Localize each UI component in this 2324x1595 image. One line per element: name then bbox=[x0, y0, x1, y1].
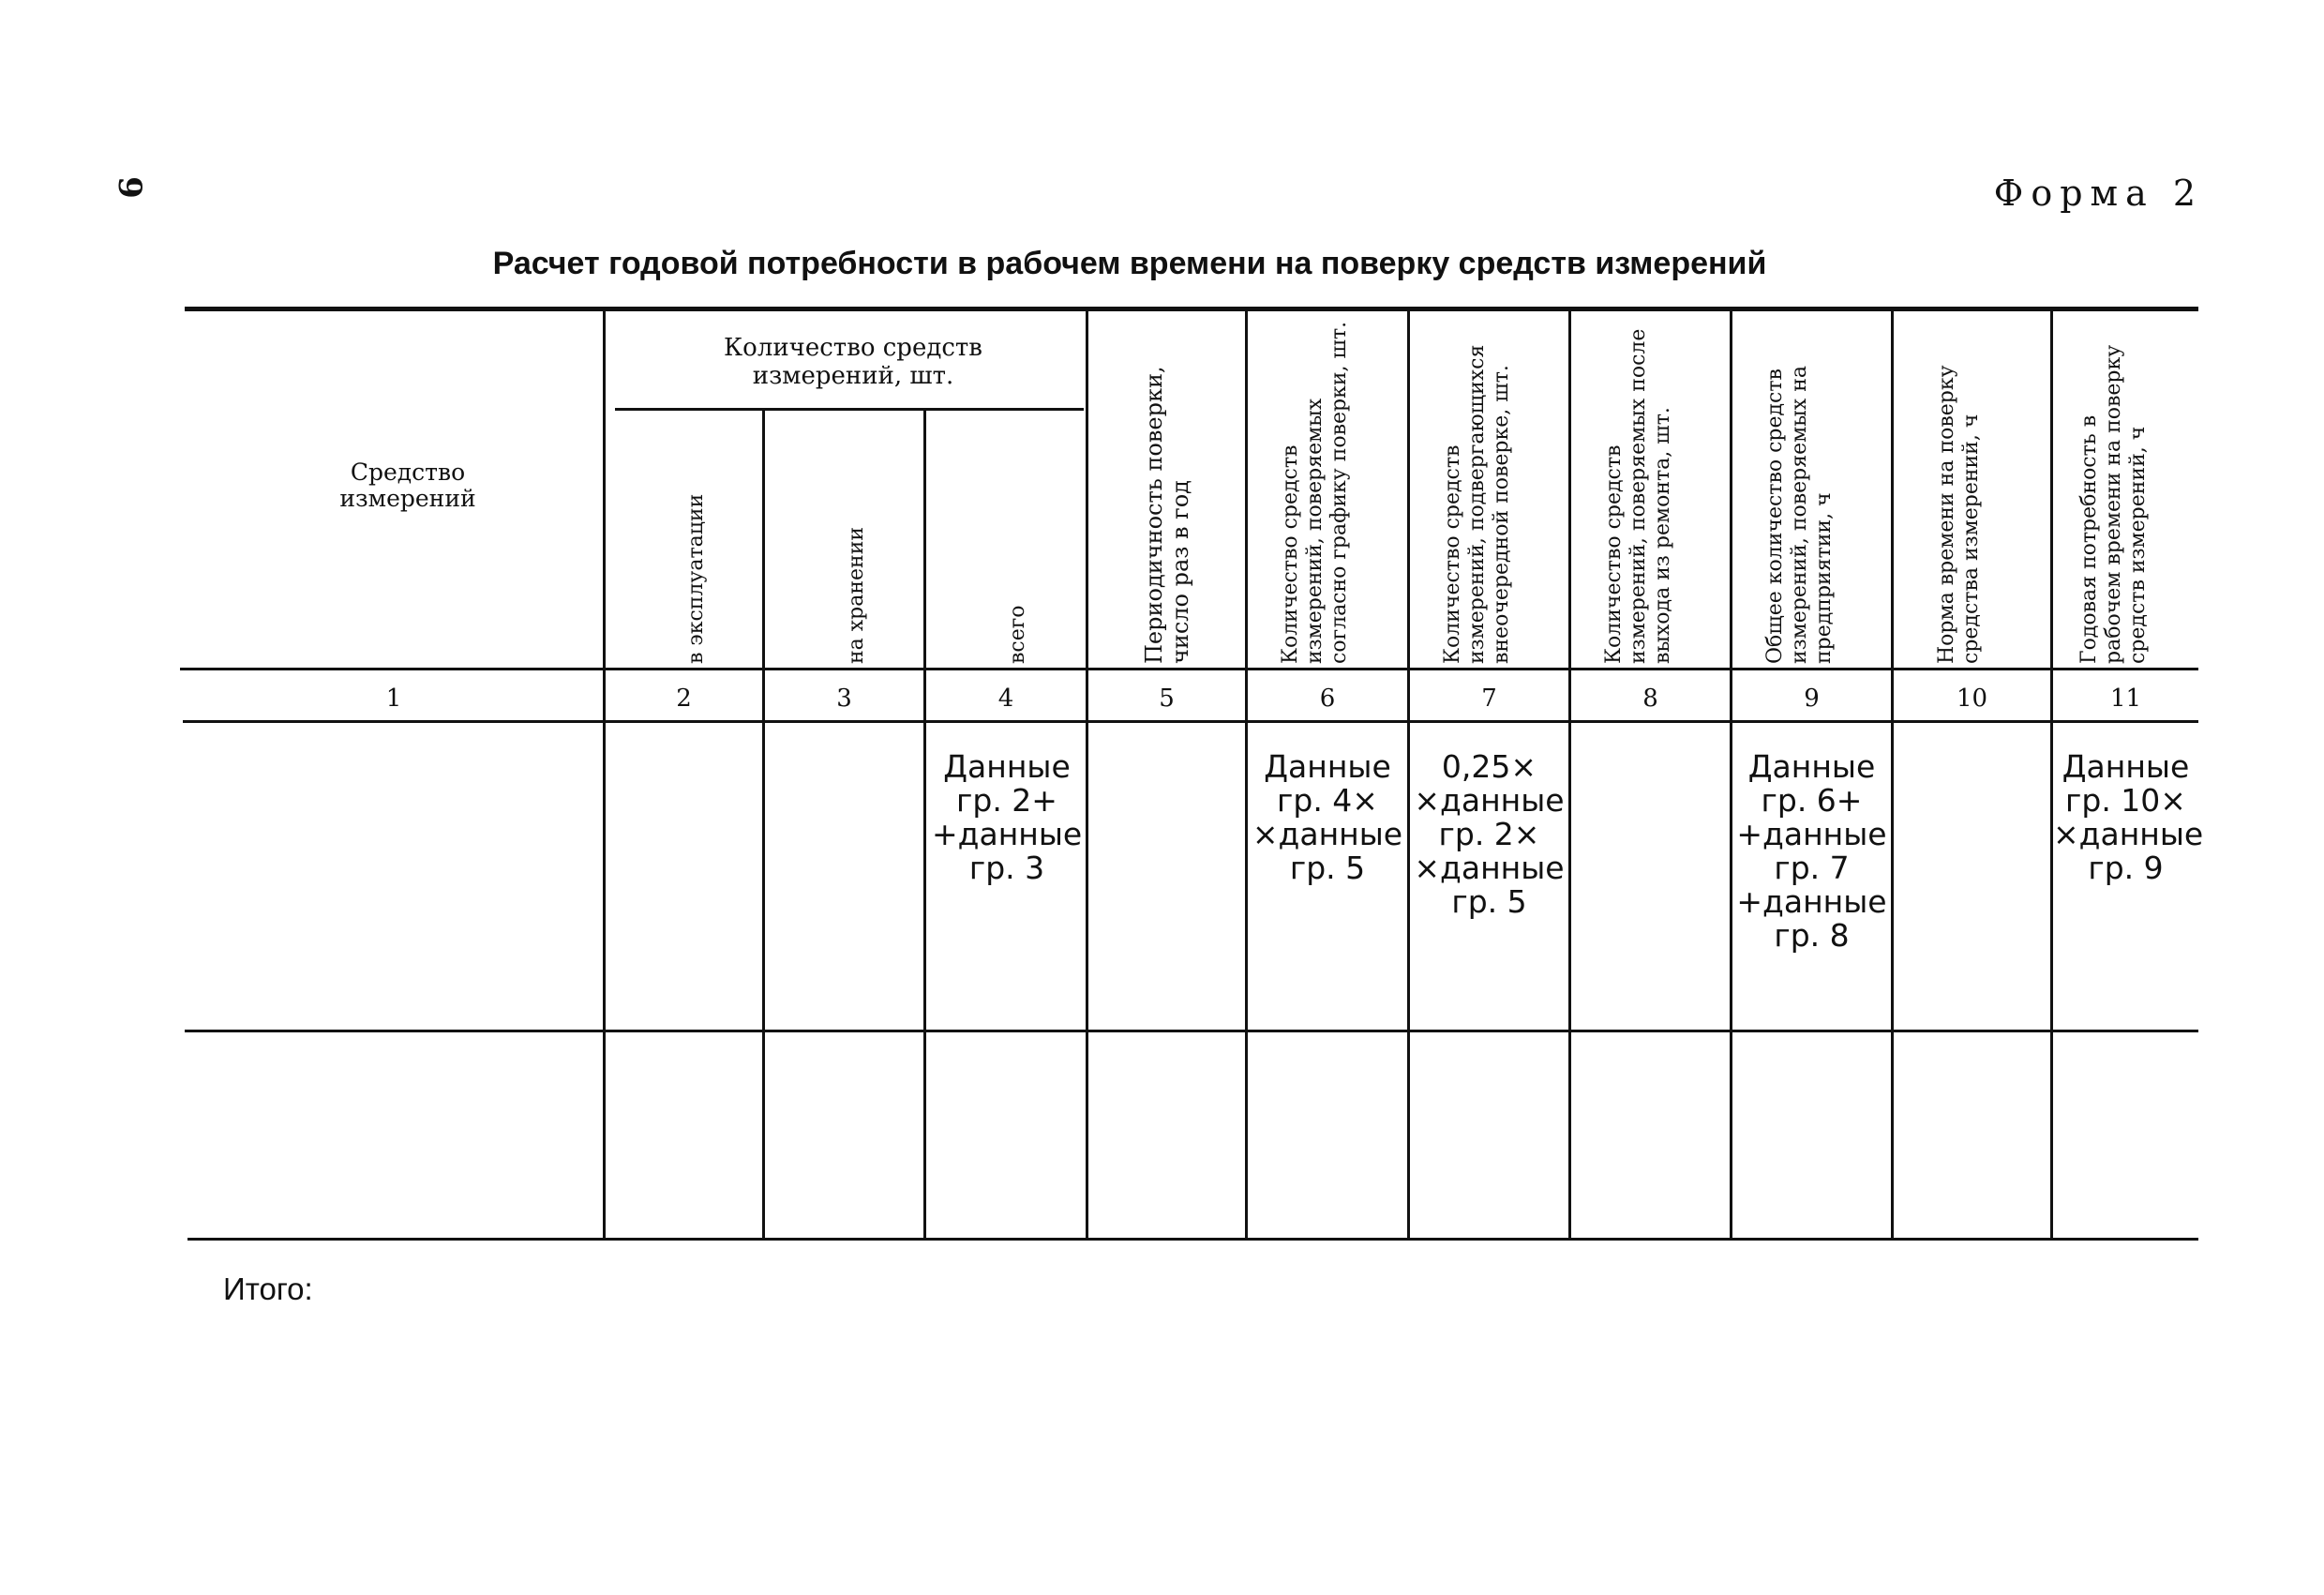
header-in-storage-cell bbox=[765, 413, 923, 664]
header-col11-cell bbox=[2053, 313, 2198, 664]
header-quantity-group: Количество средств измерений, шт. bbox=[724, 334, 982, 390]
header-col8: Количество средств измерений, поверяемых после выхода из ремонта, шт. bbox=[1601, 328, 1674, 664]
formula-col4: Данные гр. 2+ +данные гр. 3 bbox=[932, 748, 1083, 886]
header-col9-cell bbox=[1732, 313, 1891, 664]
total-label: Итого: bbox=[223, 1271, 313, 1306]
table-top-rule bbox=[185, 307, 2198, 311]
column-number: 2 bbox=[676, 685, 692, 713]
column-number: 5 bbox=[1159, 685, 1175, 713]
formula-col9: Данные гр. 6+ +данные гр. 7 +данные гр. 8 bbox=[1736, 748, 1887, 954]
column-number: 6 bbox=[1319, 685, 1336, 713]
header-col5-cell bbox=[1088, 313, 1245, 664]
header-col6: Количество средств измерений, поверяемых согласно графику поверки, шт. bbox=[1279, 321, 1351, 664]
formula-col11: Данные гр. 10× ×данные гр. 9 bbox=[2053, 748, 2204, 886]
header-col11: Годовая потребность в рабочем времени на поверку средств измерений, ч bbox=[2077, 344, 2150, 664]
column-number: 4 bbox=[997, 685, 1014, 713]
form-label: Форма 2 bbox=[1993, 173, 2203, 214]
header-in-operation: в эксплуатации bbox=[683, 493, 708, 664]
column-number: 3 bbox=[836, 685, 852, 713]
header-total-cell bbox=[926, 413, 1086, 664]
column-number: 7 bbox=[1481, 685, 1497, 713]
table-bottom-rule bbox=[187, 1238, 2198, 1241]
header-instrument: Средство измерений bbox=[339, 459, 476, 512]
header-col10-cell bbox=[1894, 313, 2050, 664]
header-col6-cell bbox=[1248, 313, 1407, 664]
column-number: 1 bbox=[385, 685, 402, 713]
column-number: 10 bbox=[1956, 685, 1988, 713]
header-col10: Норма времени на поверку средства измерений, ч bbox=[1934, 365, 1983, 664]
column-number: 9 bbox=[1804, 685, 1820, 713]
header-col9: Общее количество средств измерений, поверяемых на предприятии, ч bbox=[1762, 366, 1836, 664]
page-number: 9 bbox=[111, 176, 148, 199]
column-number: 11 bbox=[2109, 685, 2142, 713]
header-col7: Количество средств измерений, подвергающихся внеочередной поверке, шт. bbox=[1440, 344, 1513, 664]
header-total: всего bbox=[1006, 605, 1029, 664]
header-col5: Периодичность поверки, число раз в год bbox=[1140, 366, 1193, 664]
column-number: 8 bbox=[1642, 685, 1658, 713]
header-in-storage: на хранении bbox=[844, 526, 868, 664]
number-row-rule bbox=[183, 720, 2198, 723]
header-in-operation-cell bbox=[606, 413, 762, 664]
header-col8-cell bbox=[1571, 313, 1730, 664]
header-col7-cell bbox=[1410, 313, 1568, 664]
formula-col7: 0,25× ×данные гр. 2× ×данные гр. 5 bbox=[1414, 748, 1565, 920]
formula-col6: Данные гр. 4× ×данные гр. 5 bbox=[1252, 748, 1403, 886]
group-header-rule bbox=[615, 408, 1084, 411]
table-title: Расчет годовой потребности в рабочем времени на поверку средств измерений bbox=[492, 246, 1767, 281]
header-bottom-rule bbox=[180, 668, 2198, 670]
row-divider-rule bbox=[185, 1030, 2198, 1032]
